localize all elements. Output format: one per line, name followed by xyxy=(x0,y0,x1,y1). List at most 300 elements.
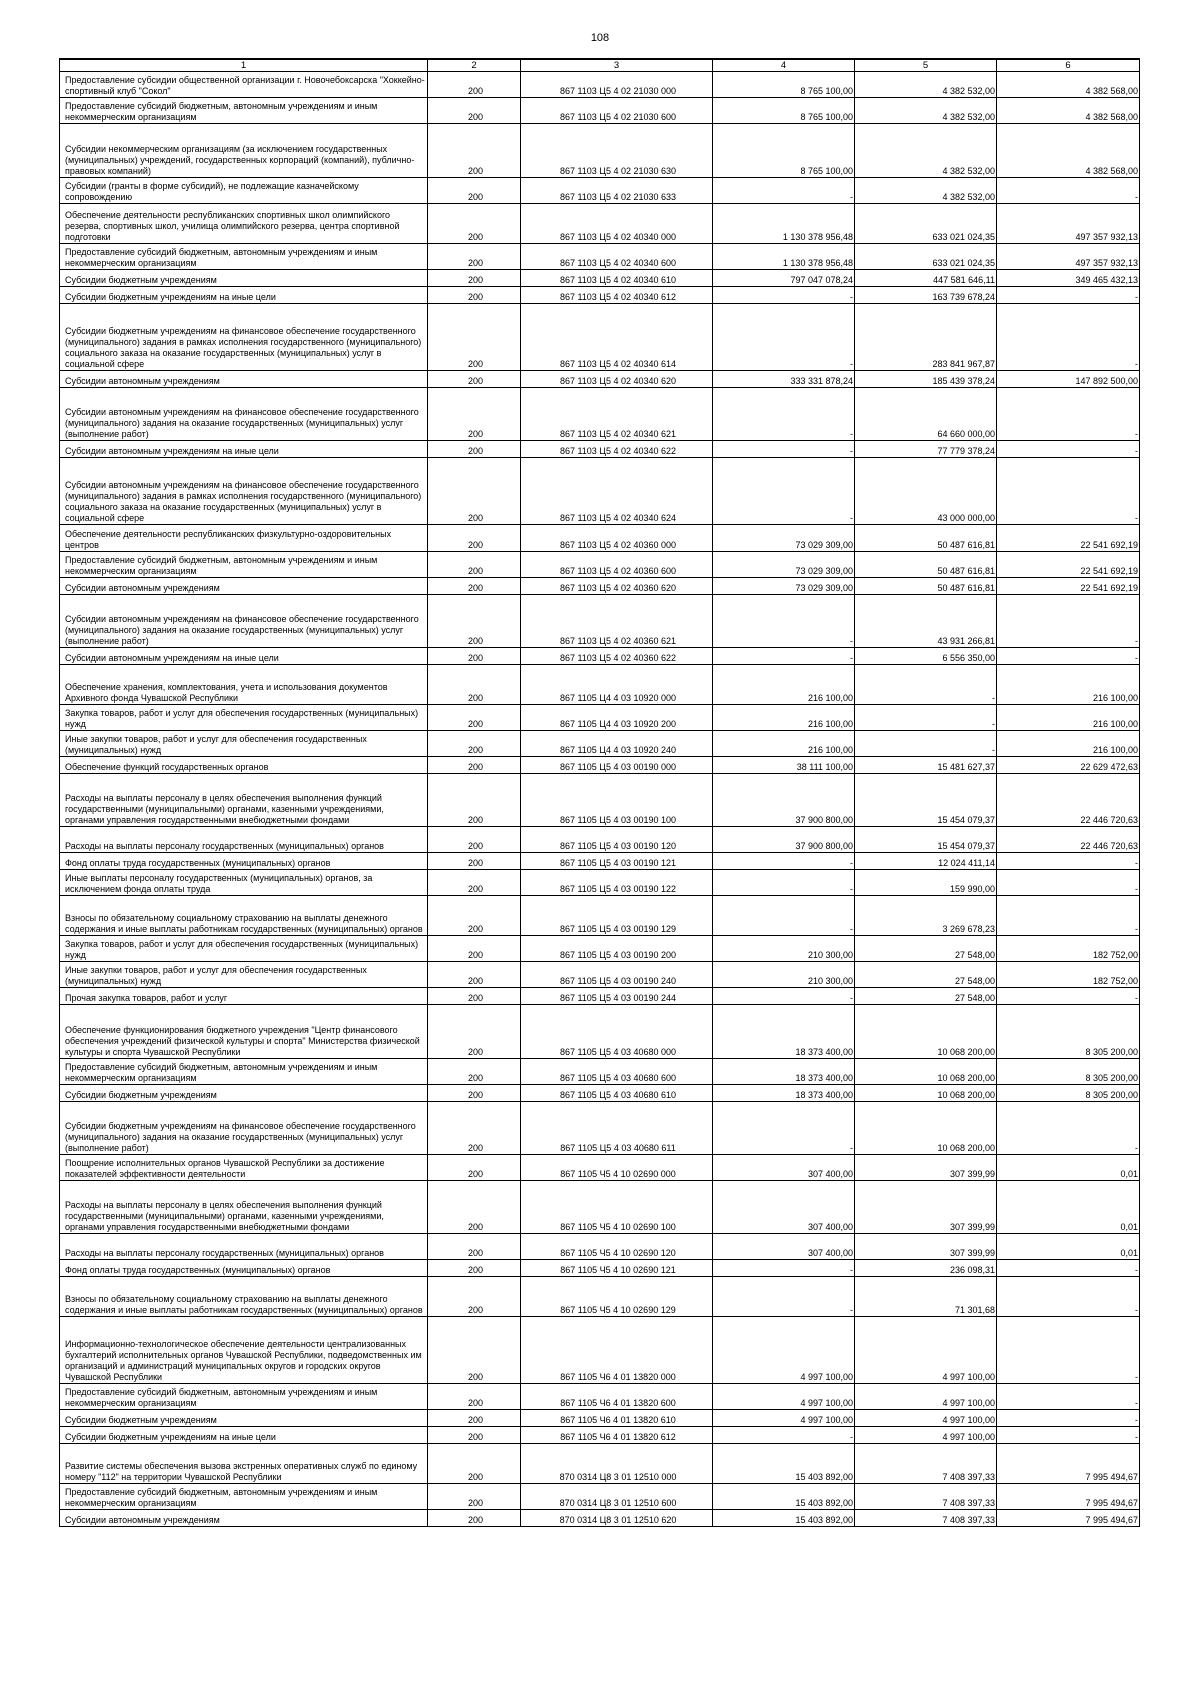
table-row xyxy=(60,1260,1140,1277)
row-amount-col4-cell: - xyxy=(713,853,855,870)
row-amount-col5-cell: 163 739 678,24 xyxy=(855,287,997,304)
row-amount-col4-cell: - xyxy=(713,595,855,648)
row-amount-col6-cell: 22 629 472,63 xyxy=(997,757,1140,774)
row-name-cell: Субсидии бюджетным учреждениям на финансовое обеспечение государственного (муниципального) задания в рамках исполнения государственного (муниципального) социального заказа на оказание государственных (муниципальных) услуг в социальной сфере xyxy=(60,304,428,371)
row-code-cell: 867 1105 Ч6 4 01 13820 612 xyxy=(521,1427,713,1444)
row-column2-cell: 200 xyxy=(428,896,521,936)
row-amount-col4-cell: 73 029 309,00 xyxy=(713,525,855,552)
row-amount-col4-cell: 15 403 892,00 xyxy=(713,1444,855,1484)
row-code-cell: 867 1103 Ц5 4 02 21030 633 xyxy=(521,178,713,204)
row-name-cell: Обеспечение функционирования бюджетного учреждения "Центр финансового обеспечения учреждений физической культуры и спорта" Министерства физической культуры и спорта Чувашской Республики xyxy=(60,1005,428,1059)
row-amount-col4-cell: 8 765 100,00 xyxy=(713,124,855,178)
row-code-cell: 867 1105 Ц5 4 03 00190 121 xyxy=(521,853,713,870)
row-code-cell: 867 1103 Ц5 4 02 40340 600 xyxy=(521,244,713,270)
row-column2-cell: 200 xyxy=(428,870,521,896)
row-amount-col6-cell: - xyxy=(997,1317,1140,1384)
row-amount-col6-cell: - xyxy=(997,896,1140,936)
row-name-cell: Предоставление субсидий бюджетным, автономным учреждениям и иным некоммерческим организациям xyxy=(60,1059,428,1085)
row-amount-col5-cell: 4 382 532,00 xyxy=(855,178,997,204)
row-amount-col4-cell: - xyxy=(713,896,855,936)
row-code-cell: 870 0314 Ц8 3 01 12510 600 xyxy=(521,1484,713,1510)
row-name-cell: Субсидии бюджетным учреждениям xyxy=(60,1085,428,1102)
row-amount-col5-cell: 447 581 646,11 xyxy=(855,270,997,287)
row-amount-col6-cell: - xyxy=(997,287,1140,304)
table-row xyxy=(60,1005,1140,1059)
row-code-cell: 867 1105 Ц5 4 03 40680 000 xyxy=(521,1005,713,1059)
row-name-cell: Закупка товаров, работ и услуг для обеспечения государственных (муниципальных) нужд xyxy=(60,705,428,731)
row-amount-col6-cell: 0,01 xyxy=(997,1234,1140,1260)
row-amount-col5-cell: 4 997 100,00 xyxy=(855,1317,997,1384)
row-column2-cell: 200 xyxy=(428,1277,521,1317)
row-code-cell: 867 1105 Ч5 4 10 02690 129 xyxy=(521,1277,713,1317)
row-name-cell: Закупка товаров, работ и услуг для обеспечения государственных (муниципальных) нужд xyxy=(60,936,428,962)
row-column2-cell: 200 xyxy=(428,304,521,371)
table-row xyxy=(60,458,1140,525)
row-amount-col6-cell: - xyxy=(997,988,1140,1005)
table-row xyxy=(60,244,1140,270)
row-amount-col6-cell: - xyxy=(997,1277,1140,1317)
row-column2-cell: 200 xyxy=(428,1444,521,1484)
row-amount-col5-cell: 10 068 200,00 xyxy=(855,1059,997,1085)
table-row xyxy=(60,1317,1140,1384)
row-code-cell: 867 1105 Ч6 4 01 13820 000 xyxy=(521,1317,713,1384)
table-row xyxy=(60,578,1140,595)
row-name-cell: Субсидии автономным учреждениям на иные цели xyxy=(60,648,428,665)
row-code-cell: 867 1105 Ц5 4 03 40680 611 xyxy=(521,1102,713,1155)
row-amount-col4-cell: 210 300,00 xyxy=(713,962,855,988)
row-name-cell: Субсидии некоммерческим организациям (за исключением государственных (муниципальных) учреждений, государственных корпораций (компаний), публично-правовых компаний) xyxy=(60,124,428,178)
row-name-cell: Субсидии (гранты в форме субсидий), не подлежащие казначейскому сопровождению xyxy=(60,178,428,204)
row-name-cell: Субсидии автономным учреждениям на финансовое обеспечение государственного (муниципального) задания на оказание государственных (муниципальных) услуг (выполнение работ) xyxy=(60,388,428,441)
table-row xyxy=(60,204,1140,244)
row-amount-col6-cell: 7 995 494,67 xyxy=(997,1484,1140,1510)
row-amount-col5-cell: 15 454 079,37 xyxy=(855,774,997,827)
row-amount-col4-cell: 210 300,00 xyxy=(713,936,855,962)
row-amount-col6-cell: 349 465 432,13 xyxy=(997,270,1140,287)
row-amount-col6-cell: - xyxy=(997,1427,1140,1444)
table-row xyxy=(60,648,1140,665)
table-row xyxy=(60,98,1140,124)
column-header: 5 xyxy=(855,59,997,72)
table-row xyxy=(60,287,1140,304)
row-name-cell: Обеспечение хранения, комплектования, учета и использования документов Архивного фонда Чувашской Республики xyxy=(60,665,428,705)
row-amount-col6-cell: - xyxy=(997,441,1140,458)
table-row xyxy=(60,595,1140,648)
row-amount-col4-cell: 307 400,00 xyxy=(713,1234,855,1260)
row-amount-col5-cell: 185 439 378,24 xyxy=(855,371,997,388)
row-column2-cell: 200 xyxy=(428,648,521,665)
row-amount-col5-cell: 43 000 000,00 xyxy=(855,458,997,525)
table-row xyxy=(60,870,1140,896)
row-amount-col4-cell: 15 403 892,00 xyxy=(713,1510,855,1527)
row-amount-col4-cell: - xyxy=(713,1102,855,1155)
row-amount-col4-cell: 307 400,00 xyxy=(713,1181,855,1234)
table-row xyxy=(60,1384,1140,1410)
row-column2-cell: 200 xyxy=(428,1059,521,1085)
row-amount-col4-cell: 8 765 100,00 xyxy=(713,72,855,98)
table-row xyxy=(60,1155,1140,1181)
row-code-cell: 867 1103 Ц5 4 02 40340 620 xyxy=(521,371,713,388)
page-number: 108 xyxy=(590,32,610,44)
row-amount-col6-cell: 7 995 494,67 xyxy=(997,1444,1140,1484)
table-row xyxy=(60,962,1140,988)
row-column2-cell: 200 xyxy=(428,853,521,870)
row-amount-col6-cell: 22 446 720,63 xyxy=(997,827,1140,853)
row-name-cell: Взносы по обязательному социальному страхованию на выплаты денежного содержания и иные выплаты работникам государственных (муниципальных) органов xyxy=(60,1277,428,1317)
row-column2-cell: 200 xyxy=(428,1510,521,1527)
row-amount-col6-cell: 216 100,00 xyxy=(997,705,1140,731)
row-amount-col4-cell: 4 997 100,00 xyxy=(713,1410,855,1427)
row-code-cell: 867 1105 Ц5 4 03 00190 000 xyxy=(521,757,713,774)
row-amount-col5-cell: 15 481 627,37 xyxy=(855,757,997,774)
row-name-cell: Субсидии бюджетным учреждениям на иные цели xyxy=(60,287,428,304)
row-amount-col6-cell: 22 541 692,19 xyxy=(997,578,1140,595)
row-amount-col4-cell: 18 373 400,00 xyxy=(713,1005,855,1059)
row-amount-col4-cell: 797 047 078,24 xyxy=(713,270,855,287)
row-amount-col6-cell: - xyxy=(997,595,1140,648)
row-code-cell: 867 1105 Ц5 4 03 00190 244 xyxy=(521,988,713,1005)
row-code-cell: 867 1103 Ц5 4 02 40360 621 xyxy=(521,595,713,648)
row-amount-col5-cell: 12 024 411,14 xyxy=(855,853,997,870)
row-amount-col5-cell: 236 098,31 xyxy=(855,1260,997,1277)
row-amount-col6-cell: 182 752,00 xyxy=(997,936,1140,962)
row-column2-cell: 200 xyxy=(428,665,521,705)
row-name-cell: Субсидии бюджетным учреждениям на иные цели xyxy=(60,1427,428,1444)
row-amount-col5-cell: 159 990,00 xyxy=(855,870,997,896)
row-column2-cell: 200 xyxy=(428,1234,521,1260)
row-column2-cell: 200 xyxy=(428,705,521,731)
row-amount-col6-cell: - xyxy=(997,1260,1140,1277)
row-amount-col6-cell: 182 752,00 xyxy=(997,962,1140,988)
table-row xyxy=(60,757,1140,774)
row-code-cell: 867 1105 Ц4 4 03 10920 200 xyxy=(521,705,713,731)
row-column2-cell: 200 xyxy=(428,1260,521,1277)
row-column2-cell: 200 xyxy=(428,1181,521,1234)
row-code-cell: 867 1103 Ц5 4 02 40360 600 xyxy=(521,552,713,578)
table-row xyxy=(60,525,1140,552)
row-amount-col6-cell: - xyxy=(997,1410,1140,1427)
row-amount-col5-cell: 3 269 678,23 xyxy=(855,896,997,936)
table-row xyxy=(60,1277,1140,1317)
table-row xyxy=(60,124,1140,178)
row-amount-col4-cell: 216 100,00 xyxy=(713,665,855,705)
row-amount-col4-cell: 73 029 309,00 xyxy=(713,552,855,578)
row-amount-col6-cell: - xyxy=(997,1102,1140,1155)
table-row xyxy=(60,705,1140,731)
row-amount-col5-cell: 4 997 100,00 xyxy=(855,1410,997,1427)
row-column2-cell: 200 xyxy=(428,204,521,244)
table-row xyxy=(60,1181,1140,1234)
row-amount-col4-cell: 15 403 892,00 xyxy=(713,1484,855,1510)
row-code-cell: 867 1105 Ц4 4 03 10920 240 xyxy=(521,731,713,757)
row-amount-col6-cell: - xyxy=(997,304,1140,371)
row-amount-col6-cell: - xyxy=(997,458,1140,525)
row-name-cell: Расходы на выплаты персоналу в целях обеспечения выполнения функций государственными (муниципальными) органами, казенными учреждениями, органами управления государственными внебюджетными фондами xyxy=(60,1181,428,1234)
row-code-cell: 870 0314 Ц8 3 01 12510 620 xyxy=(521,1510,713,1527)
row-amount-col4-cell: 73 029 309,00 xyxy=(713,578,855,595)
row-amount-col4-cell: 4 997 100,00 xyxy=(713,1384,855,1410)
row-column2-cell: 200 xyxy=(428,287,521,304)
row-amount-col6-cell: 497 357 932,13 xyxy=(997,204,1140,244)
row-amount-col6-cell: 0,01 xyxy=(997,1181,1140,1234)
row-code-cell: 870 0314 Ц8 3 01 12510 000 xyxy=(521,1444,713,1484)
row-amount-col4-cell: - xyxy=(713,870,855,896)
row-amount-col6-cell: 497 357 932,13 xyxy=(997,244,1140,270)
table-row xyxy=(60,1510,1140,1527)
table-row xyxy=(60,388,1140,441)
row-column2-cell: 200 xyxy=(428,1317,521,1384)
row-amount-col6-cell: 4 382 568,00 xyxy=(997,98,1140,124)
row-amount-col5-cell: 27 548,00 xyxy=(855,988,997,1005)
row-amount-col6-cell: - xyxy=(997,178,1140,204)
table-row xyxy=(60,1234,1140,1260)
row-column2-cell: 200 xyxy=(428,1085,521,1102)
table-row xyxy=(60,827,1140,853)
row-code-cell: 867 1103 Ц5 4 02 40340 621 xyxy=(521,388,713,441)
column-header: 2 xyxy=(428,59,521,72)
row-column2-cell: 200 xyxy=(428,1155,521,1181)
row-amount-col5-cell: 283 841 967,87 xyxy=(855,304,997,371)
row-amount-col6-cell: - xyxy=(997,853,1140,870)
row-name-cell: Предоставление субсидий бюджетным, автономным учреждениям и иным некоммерческим организациям xyxy=(60,1384,428,1410)
row-amount-col5-cell: 6 556 350,00 xyxy=(855,648,997,665)
row-amount-col4-cell: 38 111 100,00 xyxy=(713,757,855,774)
row-amount-col6-cell: 8 305 200,00 xyxy=(997,1005,1140,1059)
row-amount-col6-cell: 4 382 568,00 xyxy=(997,72,1140,98)
row-amount-col5-cell: 64 660 000,00 xyxy=(855,388,997,441)
row-code-cell: 867 1105 Ц4 4 03 10920 000 xyxy=(521,665,713,705)
row-amount-col4-cell: - xyxy=(713,287,855,304)
row-name-cell: Иные закупки товаров, работ и услуг для обеспечения государственных (муниципальных) нужд xyxy=(60,962,428,988)
table-row xyxy=(60,552,1140,578)
row-name-cell: Иные закупки товаров, работ и услуг для обеспечения государственных (муниципальных) нужд xyxy=(60,731,428,757)
table-row xyxy=(60,936,1140,962)
row-code-cell: 867 1105 Ц5 4 03 00190 240 xyxy=(521,962,713,988)
row-code-cell: 867 1105 Ц5 4 03 00190 129 xyxy=(521,896,713,936)
row-amount-col5-cell: 4 997 100,00 xyxy=(855,1384,997,1410)
row-name-cell: Обеспечение деятельности республиканских физкультурно-оздоровительных центров xyxy=(60,525,428,552)
row-amount-col5-cell: 27 548,00 xyxy=(855,936,997,962)
table-row xyxy=(60,853,1140,870)
row-column2-cell: 200 xyxy=(428,731,521,757)
row-code-cell: 867 1103 Ц5 4 02 21030 630 xyxy=(521,124,713,178)
table-row xyxy=(60,304,1140,371)
column-header: 3 xyxy=(521,59,713,72)
column-header: 4 xyxy=(713,59,855,72)
row-amount-col6-cell: 4 382 568,00 xyxy=(997,124,1140,178)
table-body xyxy=(60,72,1140,1527)
row-column2-cell: 200 xyxy=(428,98,521,124)
row-amount-col6-cell: - xyxy=(997,648,1140,665)
table-row xyxy=(60,178,1140,204)
table-row xyxy=(60,731,1140,757)
row-amount-col5-cell: - xyxy=(855,665,997,705)
row-amount-col5-cell: 10 068 200,00 xyxy=(855,1102,997,1155)
row-amount-col4-cell: - xyxy=(713,1260,855,1277)
row-name-cell: Иные выплаты персоналу государственных (муниципальных) органов, за исключением фонда оплаты труда xyxy=(60,870,428,896)
row-amount-col4-cell: 37 900 800,00 xyxy=(713,774,855,827)
row-name-cell: Субсидии автономным учреждениям на финансовое обеспечение государственного (муниципального) задания на оказание государственных (муниципальных) услуг (выполнение работ) xyxy=(60,595,428,648)
row-name-cell: Предоставление субсидий бюджетным, автономным учреждениям и иным некоммерческим организациям xyxy=(60,1484,428,1510)
row-amount-col6-cell: 22 446 720,63 xyxy=(997,774,1140,827)
row-code-cell: 867 1103 Ц5 4 02 40340 612 xyxy=(521,287,713,304)
row-code-cell: 867 1105 Ч5 4 10 02690 121 xyxy=(521,1260,713,1277)
row-amount-col4-cell: - xyxy=(713,648,855,665)
row-amount-col4-cell: - xyxy=(713,988,855,1005)
table-row xyxy=(60,270,1140,287)
row-amount-col5-cell: 4 382 532,00 xyxy=(855,124,997,178)
row-amount-col4-cell: 18 373 400,00 xyxy=(713,1059,855,1085)
row-amount-col6-cell: - xyxy=(997,870,1140,896)
row-column2-cell: 200 xyxy=(428,1102,521,1155)
row-amount-col6-cell: - xyxy=(997,1384,1140,1410)
row-code-cell: 867 1103 Ц5 4 02 40340 622 xyxy=(521,441,713,458)
row-amount-col4-cell: 18 373 400,00 xyxy=(713,1085,855,1102)
row-amount-col4-cell: - xyxy=(713,458,855,525)
row-amount-col5-cell: 27 548,00 xyxy=(855,962,997,988)
row-amount-col6-cell: 22 541 692,19 xyxy=(997,525,1140,552)
row-column2-cell: 200 xyxy=(428,441,521,458)
row-name-cell: Поощрение исполнительных органов Чувашской Республики за достижение показателей эффективности деятельности xyxy=(60,1155,428,1181)
row-column2-cell: 200 xyxy=(428,72,521,98)
row-code-cell: 867 1103 Ц5 4 02 40360 000 xyxy=(521,525,713,552)
row-column2-cell: 200 xyxy=(428,1427,521,1444)
row-name-cell: Расходы на выплаты персоналу в целях обеспечения выполнения функций государственными (муниципальными) органами, казенными учреждениями, органами управления государственными внебюджетными фондами xyxy=(60,774,428,827)
row-code-cell: 867 1103 Ц5 4 02 40340 624 xyxy=(521,458,713,525)
row-name-cell: Субсидии автономным учреждениям на финансовое обеспечение государственного (муниципального) задания в рамках исполнения государственного (муниципального) социального заказа на оказание государственных (муниципальных) услуг в социальной сфере xyxy=(60,458,428,525)
row-name-cell: Субсидии бюджетным учреждениям xyxy=(60,270,428,287)
row-name-cell: Предоставление субсидий бюджетным, автономным учреждениям и иным некоммерческим организациям xyxy=(60,98,428,124)
table-row xyxy=(60,1444,1140,1484)
row-name-cell: Взносы по обязательному социальному страхованию на выплаты денежного содержания и иные выплаты работникам государственных (муниципальных) органов xyxy=(60,896,428,936)
row-name-cell: Субсидии бюджетным учреждениям на финансовое обеспечение государственного (муниципального) задания на оказание государственных (муниципальных) услуг (выполнение работ) xyxy=(60,1102,428,1155)
row-amount-col5-cell: 15 454 079,37 xyxy=(855,827,997,853)
row-column2-cell: 200 xyxy=(428,388,521,441)
row-amount-col5-cell: 4 382 532,00 xyxy=(855,98,997,124)
row-name-cell: Расходы на выплаты персоналу государственных (муниципальных) органов xyxy=(60,827,428,853)
row-amount-col4-cell: 333 331 878,24 xyxy=(713,371,855,388)
row-column2-cell: 200 xyxy=(428,178,521,204)
row-amount-col5-cell: 10 068 200,00 xyxy=(855,1085,997,1102)
row-column2-cell: 200 xyxy=(428,936,521,962)
row-amount-col6-cell: 8 305 200,00 xyxy=(997,1085,1140,1102)
row-column2-cell: 200 xyxy=(428,988,521,1005)
column-header: 1 xyxy=(60,59,428,72)
row-amount-col6-cell: 216 100,00 xyxy=(997,731,1140,757)
row-amount-col5-cell: 7 408 397,33 xyxy=(855,1444,997,1484)
row-amount-col6-cell: 0,01 xyxy=(997,1155,1140,1181)
row-name-cell: Обеспечение функций государственных органов xyxy=(60,757,428,774)
row-code-cell: 867 1105 Ч6 4 01 13820 610 xyxy=(521,1410,713,1427)
row-amount-col6-cell: 8 305 200,00 xyxy=(997,1059,1140,1085)
row-column2-cell: 200 xyxy=(428,827,521,853)
row-amount-col4-cell: - xyxy=(713,441,855,458)
row-amount-col5-cell: 50 487 616,81 xyxy=(855,552,997,578)
row-name-cell: Предоставление субсидии общественной организации г. Новочебоксарска "Хоккейно-спортивный клуб "Сокол" xyxy=(60,72,428,98)
row-amount-col5-cell: - xyxy=(855,705,997,731)
row-amount-col4-cell: 8 765 100,00 xyxy=(713,98,855,124)
row-amount-col4-cell: 37 900 800,00 xyxy=(713,827,855,853)
row-amount-col6-cell: 216 100,00 xyxy=(997,665,1140,705)
row-name-cell: Развитие системы обеспечения вызова экстренных оперативных служб по единому номеру "112" на территории Чувашской Республики xyxy=(60,1444,428,1484)
row-amount-col5-cell: 307 399,99 xyxy=(855,1181,997,1234)
row-code-cell: 867 1105 Ч5 4 10 02690 000 xyxy=(521,1155,713,1181)
row-amount-col4-cell: - xyxy=(713,1427,855,1444)
row-amount-col4-cell: - xyxy=(713,388,855,441)
row-name-cell: Фонд оплаты труда государственных (муниципальных) органов xyxy=(60,1260,428,1277)
column-header: 6 xyxy=(997,59,1140,72)
row-amount-col4-cell: - xyxy=(713,178,855,204)
row-amount-col5-cell: 307 399,99 xyxy=(855,1234,997,1260)
row-code-cell: 867 1103 Ц5 4 02 21030 600 xyxy=(521,98,713,124)
row-amount-col4-cell: 1 130 378 956,48 xyxy=(713,244,855,270)
row-code-cell: 867 1103 Ц5 4 02 21030 000 xyxy=(521,72,713,98)
row-name-cell: Субсидии автономным учреждениям xyxy=(60,1510,428,1527)
row-code-cell: 867 1103 Ц5 4 02 40340 000 xyxy=(521,204,713,244)
row-amount-col5-cell: 633 021 024,35 xyxy=(855,244,997,270)
table-row xyxy=(60,988,1140,1005)
table-row xyxy=(60,72,1140,98)
row-amount-col4-cell: 216 100,00 xyxy=(713,705,855,731)
budget-table xyxy=(59,58,1140,1527)
row-amount-col6-cell: - xyxy=(997,388,1140,441)
row-amount-col5-cell: 7 408 397,33 xyxy=(855,1484,997,1510)
row-amount-col6-cell: 22 541 692,19 xyxy=(997,552,1140,578)
table-row xyxy=(60,371,1140,388)
table-row xyxy=(60,1102,1140,1155)
row-name-cell: Прочая закупка товаров, работ и услуг xyxy=(60,988,428,1005)
row-name-cell: Фонд оплаты труда государственных (муниципальных) органов xyxy=(60,853,428,870)
row-column2-cell: 200 xyxy=(428,270,521,287)
row-code-cell: 867 1103 Ц5 4 02 40340 610 xyxy=(521,270,713,287)
row-amount-col4-cell: 1 130 378 956,48 xyxy=(713,204,855,244)
row-amount-col5-cell: 50 487 616,81 xyxy=(855,578,997,595)
table-row xyxy=(60,774,1140,827)
row-column2-cell: 200 xyxy=(428,552,521,578)
row-amount-col5-cell: 4 382 532,00 xyxy=(855,72,997,98)
row-amount-col5-cell: 4 997 100,00 xyxy=(855,1427,997,1444)
table-row xyxy=(60,1085,1140,1102)
row-amount-col6-cell: 147 892 500,00 xyxy=(997,371,1140,388)
row-code-cell: 867 1103 Ц5 4 02 40340 614 xyxy=(521,304,713,371)
row-amount-col5-cell: 50 487 616,81 xyxy=(855,525,997,552)
row-amount-col4-cell: - xyxy=(713,304,855,371)
row-column2-cell: 200 xyxy=(428,1410,521,1427)
row-code-cell: 867 1105 Ц5 4 03 40680 600 xyxy=(521,1059,713,1085)
row-column2-cell: 200 xyxy=(428,1384,521,1410)
row-code-cell: 867 1105 Ц5 4 03 00190 200 xyxy=(521,936,713,962)
row-amount-col4-cell: 4 997 100,00 xyxy=(713,1317,855,1384)
row-column2-cell: 200 xyxy=(428,962,521,988)
row-amount-col5-cell: 77 779 378,24 xyxy=(855,441,997,458)
table-row xyxy=(60,896,1140,936)
row-code-cell: 867 1103 Ц5 4 02 40360 620 xyxy=(521,578,713,595)
row-column2-cell: 200 xyxy=(428,774,521,827)
table-row xyxy=(60,665,1140,705)
row-column2-cell: 200 xyxy=(428,525,521,552)
row-amount-col6-cell: 7 995 494,67 xyxy=(997,1510,1140,1527)
row-amount-col5-cell: 71 301,68 xyxy=(855,1277,997,1317)
row-amount-col5-cell: 43 931 266,81 xyxy=(855,595,997,648)
row-amount-col5-cell: 307 399,99 xyxy=(855,1155,997,1181)
row-amount-col5-cell: 10 068 200,00 xyxy=(855,1005,997,1059)
row-name-cell: Субсидии автономным учреждениям xyxy=(60,578,428,595)
header-row xyxy=(60,59,1140,72)
row-name-cell: Субсидии бюджетным учреждениям xyxy=(60,1410,428,1427)
row-column2-cell: 200 xyxy=(428,757,521,774)
row-name-cell: Субсидии автономным учреждениям на иные цели xyxy=(60,441,428,458)
row-amount-col4-cell: - xyxy=(713,1277,855,1317)
